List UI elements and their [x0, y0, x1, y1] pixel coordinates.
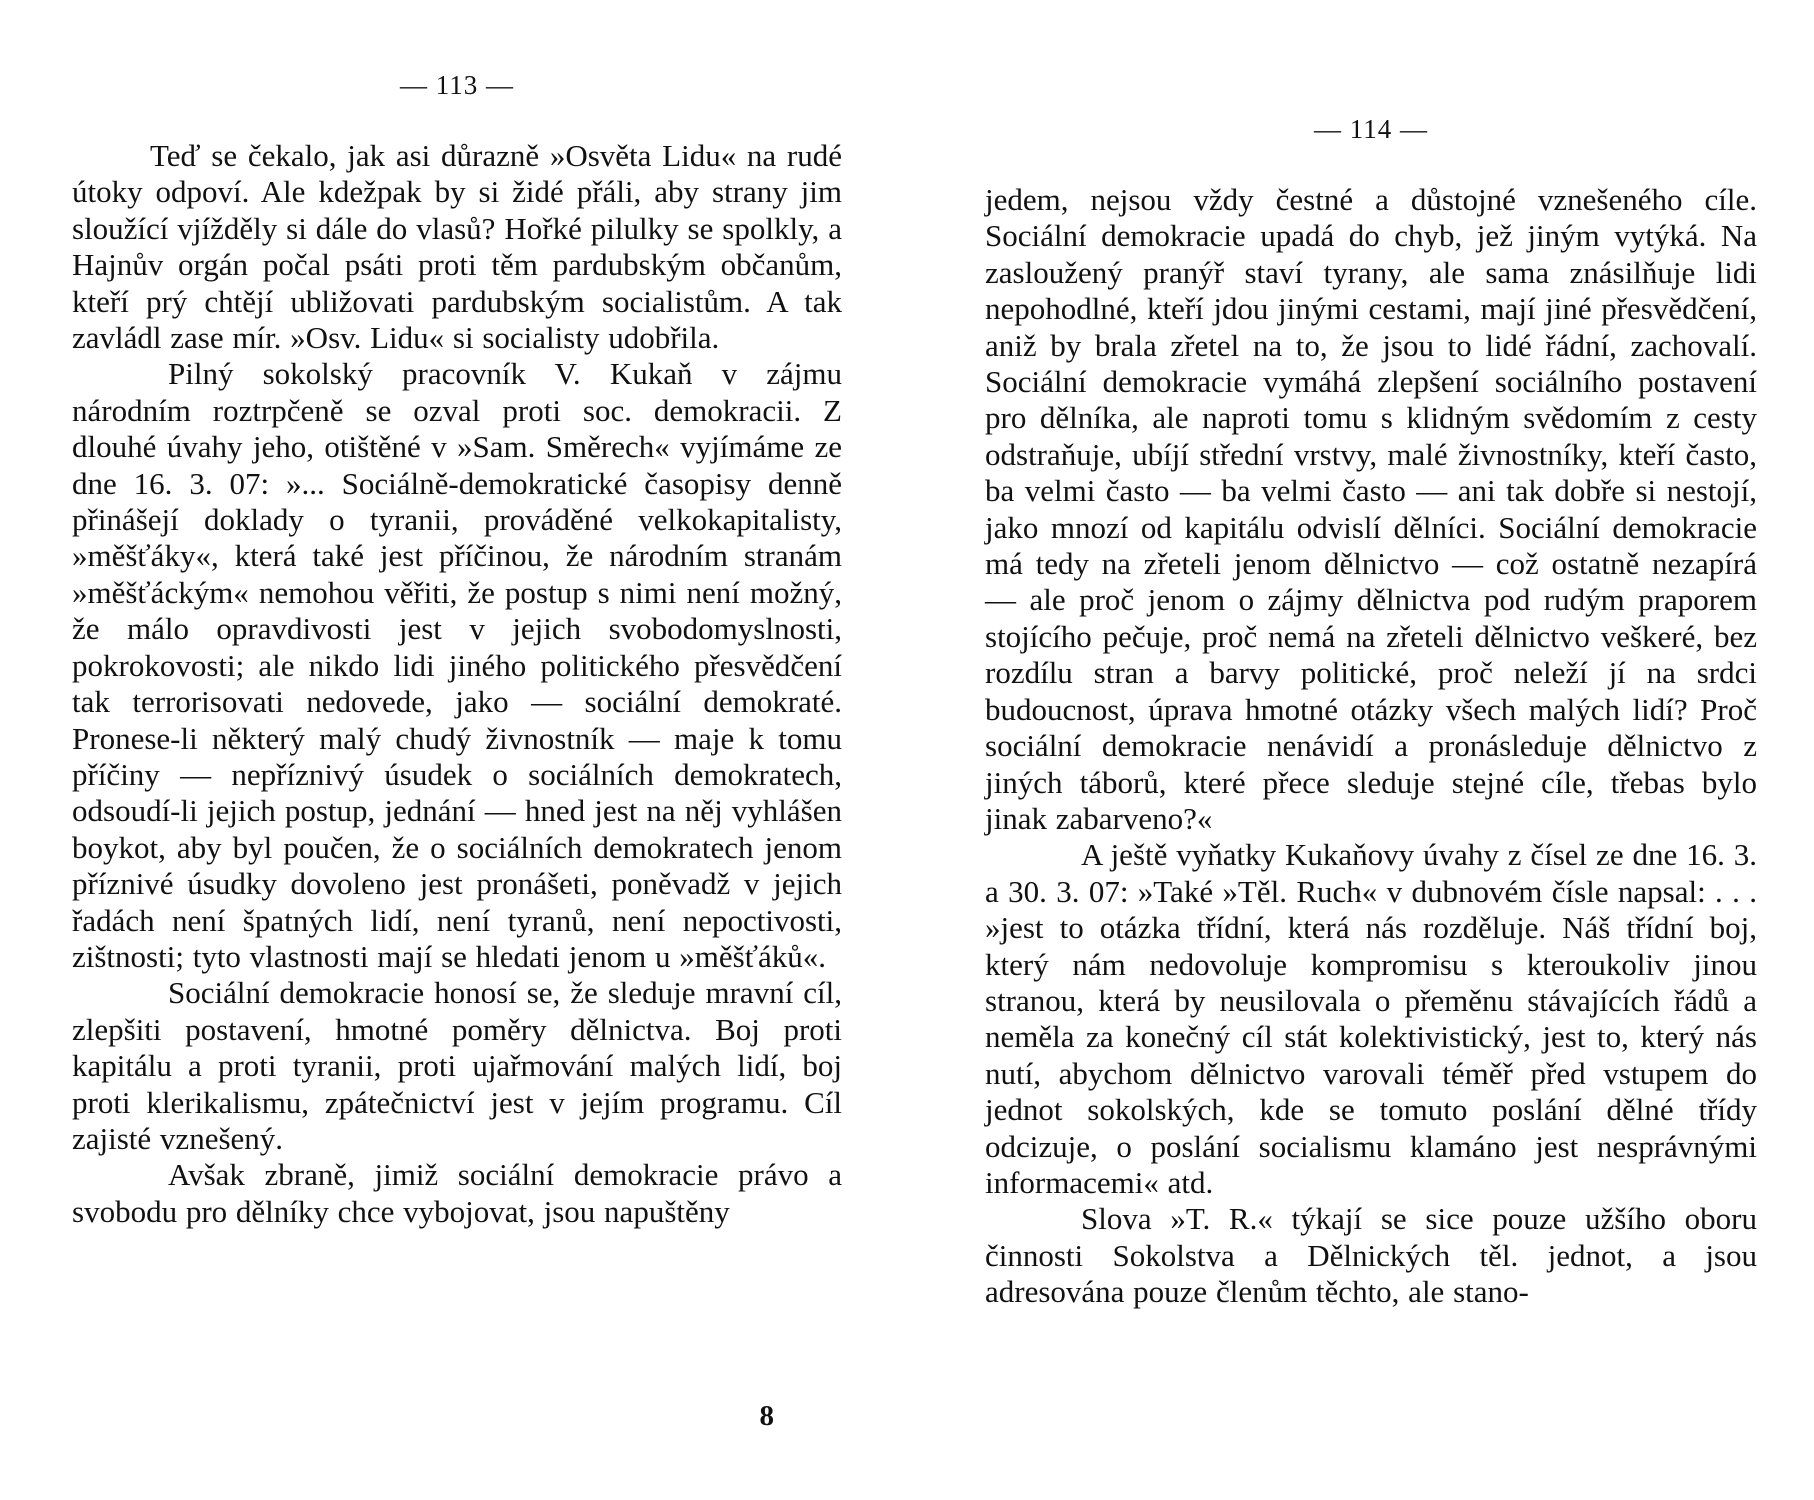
- right-page-body: [985, 182, 1757, 1311]
- left-paragraph-1: Teď se čekalo, jak asi důrazně »Osvěta Lidu« na rudé útoky odpoví. Ale kdežpak by si židé přáli, aby strany jim sloužící vjížděly si dále do vlasů? Hořké pilulky se spolkly, a Hajnův orgán počal psáti proti těm pardubským občanům, kteří prý chtějí ubližovati pardubským socialistům. A tak zavládl zase mír. »Osv. Lidu« si socialisty udobřila.: [72, 138, 842, 356]
- left-paragraph-4: Avšak zbraně, jimiž sociální demokracie právo a svobodu pro dělníky chce vybojovat, jsou napuštěny: [72, 1157, 842, 1229]
- left-page-number: — 113 —: [400, 70, 514, 100]
- right-paragraph-1: jedem, nejsou vždy čestné a důstojné vznešeného cíle. Sociální demokracie upadá do chyb, jež jiným vytýká. Na zasloužený pranýř staví tyrany, ale sama znásilňuje lidi nepohodlné, kteří jdou jinými cestami, mají jiné přesvědčení, aniž by brala zřetel na to, že jsou to lidé řádní, zachovalí. Sociální demokracie vymáhá zlepšení sociálního postavení pro dělníka, ale naproti tomu s klidným svědomím z cesty odstraňuje, ubíjí střední vrstvy, malé živnostníky, kteří často, ba velmi často — ba velmi často — ani tak dobře si nestojí, jako mnozí od kapitálu odvislí dělníci. Sociální demokracie má tedy na zřeteli jenom dělnictvo — což ostatně nezapírá — ale proč jenom o zájmy dělnictva pod rudým praporem stojícího pečuje, proč nemá na zřeteli dělnictvo veškeré, bez rozdílu stran a barvy politické, proč neleží jí na srdci budoucnost, úprava hmotné otázky všech malých lidí? Proč sociální demokracie nenávidí a pronásleduje dělnictvo z jiných táborů, které přece sleduje stejné cíle, třebas bylo jinak zabarveno?«: [985, 182, 1757, 836]
- left-page-body: [72, 138, 842, 1230]
- left-paragraph-3: Sociální demokracie honosí se, že sleduje mravní cíl, zlepšiti postavení, hmotné poměry dělnictva. Boj proti kapitálu a proti tyranii, proti ujařmování malých lidí, boj proti klerikalismu, zpátečnictví jest v jejím programu. Cíl zajisté vznešený.: [72, 975, 842, 1156]
- right-page-number: — 114 —: [1314, 114, 1428, 144]
- printer-signature-mark: 8: [759, 1400, 774, 1432]
- left-paragraph-2: Pilný sokolský pracovník V. Kukaň v zájmu národním roztrpčeně se ozval proti soc. demokracii. Z dlouhé úvahy jeho, otištěné v »Sam. Směrech« vyjímáme ze dne 16. 3. 07: »... Sociálně-demokratické časopisy denně přinášejí doklady o tyranii, prováděné velkokapitalisty, »měšťáky«, která také jest příčinou, že národním stranám »měšťáckým« nemohou věřiti, že postup s nimi není možný, že málo opravdivosti jest v jejich svobodomyslnosti, pokrokovosti; ale nikdo lidi jiného politického přesvědčení tak terrorisovati nedovede, jako — sociální demokraté. Pronese-li některý malý chudý živnostník — maje k tomu příčiny — nepříznivý úsudek o sociálních demokratech, odsoudí-li jejich postup, jednání — hned jest na něj vyhlášen boykot, aby byl poučen, že o sociálních demokratech jenom příznivé úsudky dovoleno jest pronášeti, poněvadž v jejich řadách není špatných lidí, není tyranů, není nepoctivosti, zištnosti; tyto vlastnosti mají se hledati jenom u »měšťáků«.: [72, 356, 842, 974]
- right-paragraph-2: A ještě vyňatky Kukaňovy úvahy z čísel ze dne 16. 3. a 30. 3. 07: »Také »Těl. Ruch« v dubnovém čísle napsal: . . . »jest to otázka třídní, která nás rozděluje. Náš třídní boj, který nám nedovoluje kompromisu s kteroukoliv jinou stranou, která by neusilovala o přeměnu stávajících řádů a neměla za konečný cíl stát kolektivistický, jest to, který nás nutí, abychom dělnictvo varovali téměř před vstupem do jednot sokolských, kde se tomuto poslání dělné třídy odcizuje, o poslání socialismu klamáno jest nesprávnými informacemi« atd.: [985, 837, 1757, 1200]
- right-paragraph-3: Slova »T. R.« týkají se sice pouze užšího oboru činnosti Sokolstva a Dělnických těl. jednot, a jsou adresována pouze členům těchto, ale stano-: [985, 1201, 1757, 1310]
